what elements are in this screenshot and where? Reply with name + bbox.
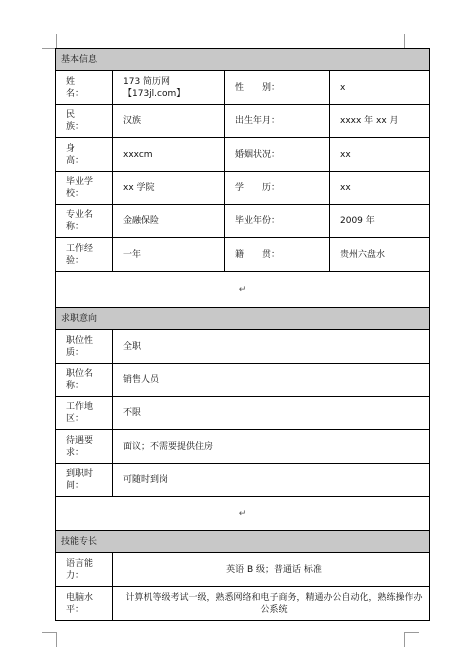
table-row [56, 138, 430, 172]
arrival-label: 到职时间： [56, 464, 113, 497]
salary-label: 待遇要求： [56, 430, 113, 464]
section-header-job-intent: 求职意向 [56, 308, 430, 330]
job-location-value: 不限 [113, 397, 430, 430]
birth-value: xxxx 年 xx 月 [330, 105, 430, 138]
name-label: 姓 名： [56, 71, 113, 105]
hometown-label: 籍 贯： [225, 238, 330, 272]
gender-label: 性 别： [225, 71, 330, 105]
table-row [56, 364, 430, 397]
major-label: 专业名称： [56, 205, 113, 238]
height-label: 身 高： [56, 138, 113, 172]
table-row [56, 71, 430, 105]
computer-label: 电脑水平： [56, 587, 113, 621]
experience-label: 工作经验： [56, 238, 113, 272]
crop-mark-top-left [42, 34, 57, 49]
job-location-label: 工作地区： [56, 397, 113, 430]
experience-value: 一年 [113, 238, 225, 272]
crop-mark-bottom-right [404, 632, 419, 647]
table-row [56, 238, 430, 272]
table-row [56, 330, 430, 364]
table-row [56, 587, 430, 621]
hometown-value: 贵州六盘水 [330, 238, 430, 272]
section-row [56, 531, 430, 553]
language-label: 语言能力： [56, 553, 113, 587]
job-title-value: 销售人员 [113, 364, 430, 397]
ethnic-label: 民 族： [56, 105, 113, 138]
table-row [56, 205, 430, 238]
salary-value: 面议；不需要提供住房 [113, 430, 430, 464]
section-header-skills: 技能专长 [56, 531, 430, 553]
birth-label: 出生年月： [225, 105, 330, 138]
school-value: xx 学院 [113, 172, 225, 205]
resume-document [55, 48, 429, 621]
table-row [56, 105, 430, 138]
job-nature-value: 全职 [113, 330, 430, 364]
job-nature-label: 职位性质： [56, 330, 113, 364]
marital-value: xx [330, 138, 430, 172]
spacer-row [56, 272, 430, 308]
section-row [56, 49, 430, 71]
degree-label: 学 历： [225, 172, 330, 205]
paragraph-mark: ↵ [56, 497, 430, 531]
major-value: 金融保险 [113, 205, 225, 238]
grad-year-label: 毕业年份： [225, 205, 330, 238]
crop-mark-bottom-left [42, 632, 57, 647]
table-row [56, 172, 430, 205]
paragraph-mark: ↵ [56, 272, 430, 308]
arrival-value: 可随时到岗 [113, 464, 430, 497]
ethnic-value: 汉族 [113, 105, 225, 138]
degree-value: xx [330, 172, 430, 205]
resume-table [55, 48, 430, 621]
table-row [56, 397, 430, 430]
computer-value: 计算机等级考试一级，熟悉网络和电子商务，精通办公自动化，熟练操作办公系统 [113, 587, 430, 621]
section-header-basic-info: 基本信息 [56, 49, 430, 71]
school-label: 毕业学校： [56, 172, 113, 205]
spacer-row [56, 497, 430, 531]
language-value: 英语 B 级；普通话 标准 [113, 553, 430, 587]
grad-year-value: 2009 年 [330, 205, 430, 238]
crop-mark-top-right [404, 34, 419, 49]
section-row [56, 308, 430, 330]
height-value: xxxcm [113, 138, 225, 172]
table-row [56, 464, 430, 497]
job-title-label: 职位名称： [56, 364, 113, 397]
name-value: 173 简历网【173jl.com】 [113, 71, 225, 105]
marital-label: 婚姻状况： [225, 138, 330, 172]
table-row [56, 430, 430, 464]
gender-value: x [330, 71, 430, 105]
table-row [56, 553, 430, 587]
